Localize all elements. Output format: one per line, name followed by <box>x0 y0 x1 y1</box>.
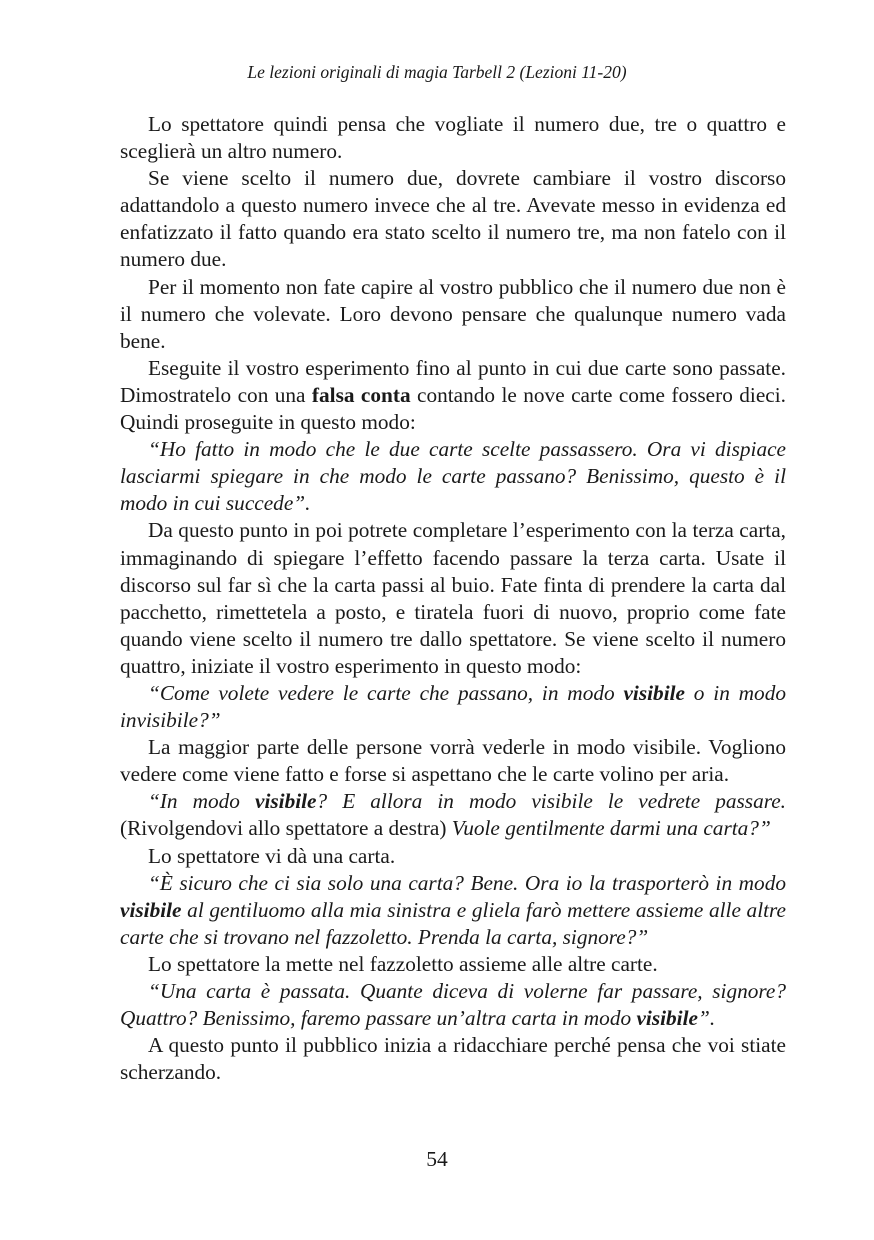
quoted-speech <box>120 788 786 842</box>
paragraph: Lo spettatore la mette nel fazzoletto assieme alle altre carte. <box>148 951 658 976</box>
paragraph: Da questo punto in poi potrete completare l’esperimento con la terza carta, immaginando di spiegare l’effetto facendo passare la terza carta. Usate il discorso sul far sì che la carta passi al buio. Fate finta di prendere la carta dal pacchetto, rimettetela a posto, e tiratela fuori di nuovo, proprio come fate quando viene scelto il numero tre dallo spettatore. Se viene scelto il numero quattro, iniziate il vostro esperimento in questo modo: <box>120 518 786 678</box>
bold-term: falsa conta <box>311 382 411 407</box>
quoted-speech: “Ho fatto in modo che le due carte scelte passassero. Ora vi dispiace lasciarmi spiegare in che modo le carte passano? Benissimo, questo è il modo in cui succede”. <box>120 437 786 516</box>
paragraph: La maggior parte delle persone vorrà vederle in modo visibile. Vogliono vedere come viene fatto e forse si aspettano che le carte volino per aria. <box>120 735 786 787</box>
text-run: Vuole gentilmente darmi una carta?” <box>446 816 771 841</box>
paragraph: Lo spettatore quindi pensa che vogliate il numero due, tre o quattro e sceglierà un altro numero. <box>120 112 786 164</box>
paragraph: Se viene scelto il numero due, dovrete cambiare il vostro discorso adattandolo a questo numero invece che al tre. Avevate messo in evidenza ed enfatizzato il fatto quando era stato scelto il numero tre, ma non fatelo con il numero due. <box>120 166 786 272</box>
text-run: “Come volete vedere le carte che passano, in modo <box>148 680 624 705</box>
quoted-speech <box>120 870 786 951</box>
text-run: al gentiluomo alla mia sinistra e gliela farò mettere assieme alle altre carte che si trovano nel fazzoletto. Prenda la carta, signore?” <box>120 897 786 949</box>
bold-term: visibile <box>120 897 182 922</box>
text-run: Eseguite il vostro esperimento fino al punto in cui due carte sono passate. Dimostratelo con una <box>120 355 786 407</box>
text-run: “Una carta è passata. Quante diceva di volerne far passare, signore? Quattro? Benissimo, faremo passare un’altra carta in modo <box>120 979 786 1031</box>
paragraph: Per il momento non fate capire al vostro pubblico che il numero due non è il numero che volevate. Loro devono pensare che qualunque numero vada bene. <box>120 274 786 353</box>
bold-term: visibile <box>255 789 317 814</box>
text-run: ? E allora in modo visibile le vedrete passare. <box>316 789 786 814</box>
paragraph: A questo punto il pubblico inizia a ridacchiare perché pensa che voi stiate scherzando. <box>120 1033 786 1085</box>
stage-direction: (Rivolgendovi allo spettatore a destra) <box>120 816 447 841</box>
text-run: o in modo invisibile?” <box>120 680 786 733</box>
paragraph <box>120 355 786 436</box>
text-run: ”. <box>697 1006 716 1031</box>
quoted-speech <box>120 978 786 1032</box>
page-number: 54 <box>426 1147 448 1171</box>
bold-term: visibile <box>636 1006 698 1031</box>
running-header: Le lezioni originali di magia Tarbell 2 (Lezioni 11-20) <box>247 62 627 82</box>
text-run: “In modo <box>148 789 255 814</box>
quoted-speech <box>120 680 786 734</box>
text-run: “È sicuro che ci sia solo una carta? Bene. Ora io la trasporterò in modo <box>148 870 786 895</box>
bold-term: visibile <box>623 680 685 705</box>
paragraph: Lo spettatore vi dà una carta. <box>148 843 396 868</box>
body-text <box>120 111 786 1086</box>
text-run: contando le nove carte come fossero dieci. Quindi proseguite in questo modo: <box>120 382 786 435</box>
